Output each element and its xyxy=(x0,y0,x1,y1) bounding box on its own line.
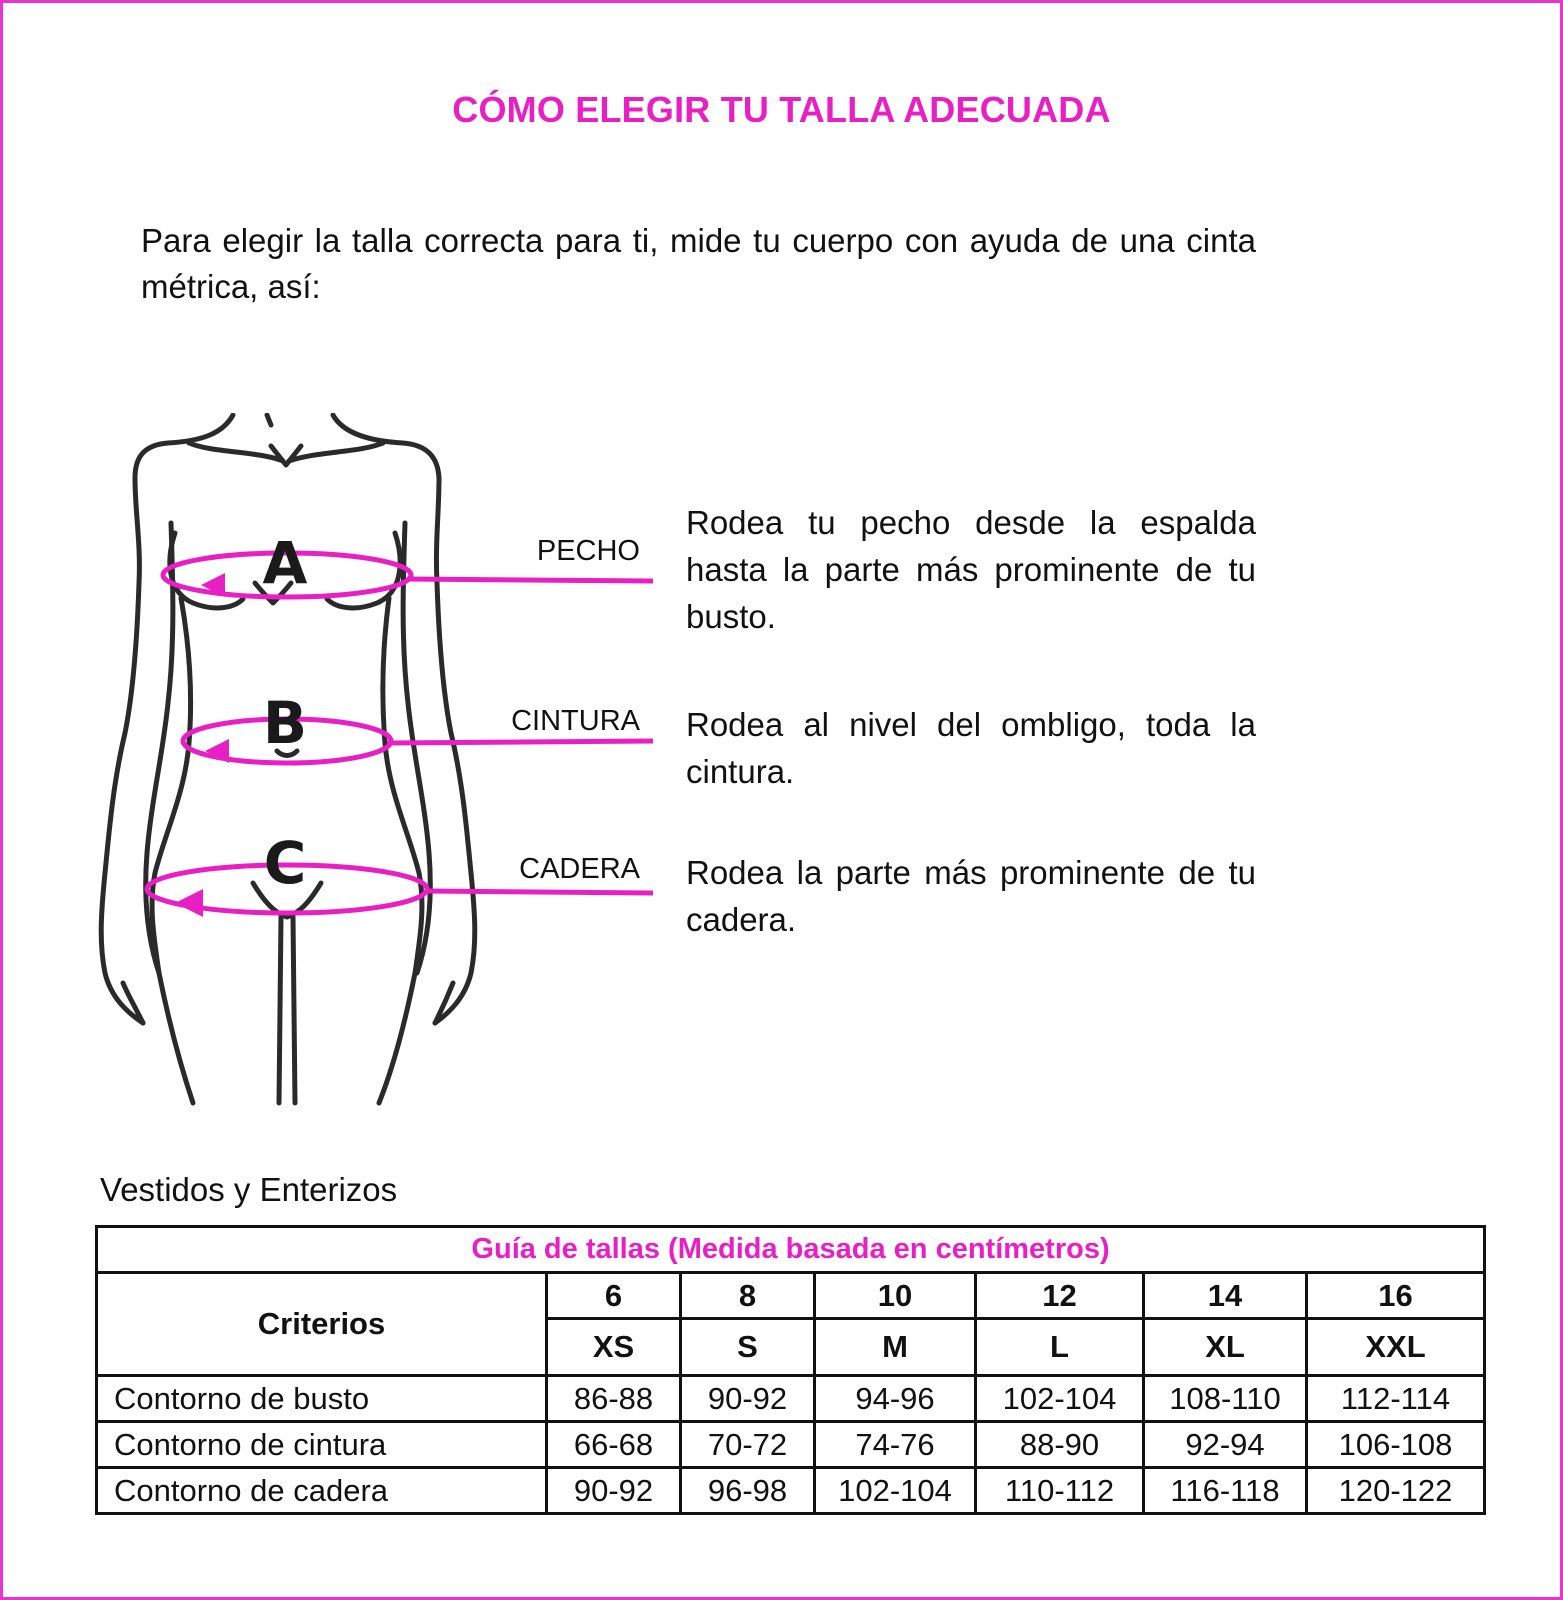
table-cell: 74-76 xyxy=(815,1422,976,1468)
table-cell: 116-118 xyxy=(1144,1468,1307,1514)
row-label: Contorno de cintura xyxy=(97,1422,547,1468)
table-cell: 88-90 xyxy=(976,1422,1144,1468)
intro-text: Para elegir la talla correcta para ti, mide tu cuerpo con ayuda de una cinta métrica, así: xyxy=(141,222,1256,305)
desc-cintura: Rodea al nivel del ombligo, toda la cintura. xyxy=(686,706,1256,790)
table-cell: 102-104 xyxy=(815,1468,976,1514)
table-cell: 108-110 xyxy=(1144,1376,1307,1422)
table-cell: 96-98 xyxy=(681,1468,815,1514)
hip-arrow-icon xyxy=(175,889,203,917)
body-measurement-figure xyxy=(93,413,653,1113)
desc-pecho: Rodea tu pecho desde la espalda hasta la parte más prominente de tu busto. xyxy=(686,504,1256,635)
letter-c: C xyxy=(263,829,307,897)
body-outline-illustration xyxy=(93,413,653,1113)
body-outline xyxy=(101,415,475,1103)
table-row xyxy=(97,1422,1485,1468)
size-letter-header: S xyxy=(681,1319,815,1376)
label-cintura: CINTURA xyxy=(511,705,640,737)
criteria-header: Criterios xyxy=(97,1273,547,1376)
table-cell: 86-88 xyxy=(547,1376,681,1422)
table-row xyxy=(97,1376,1485,1422)
size-number-header: 8 xyxy=(681,1273,815,1319)
table-cell: 112-114 xyxy=(1307,1376,1485,1422)
table-cell: 90-92 xyxy=(547,1468,681,1514)
table-cell: 66-68 xyxy=(547,1422,681,1468)
size-table xyxy=(95,1225,1486,1515)
size-letter-header: XXL xyxy=(1307,1319,1485,1376)
row-label: Contorno de busto xyxy=(97,1376,547,1422)
table-cell: 94-96 xyxy=(815,1376,976,1422)
table-cell: 106-108 xyxy=(1307,1422,1485,1468)
desc-cadera: Rodea la parte más prominente de tu cadera. xyxy=(686,854,1256,938)
size-number-header: 10 xyxy=(815,1273,976,1319)
letter-a: A xyxy=(262,529,308,597)
size-number-header: 12 xyxy=(976,1273,1144,1319)
table-cell: 70-72 xyxy=(681,1422,815,1468)
page-title: CÓMO ELEGIR TU TALLA ADECUADA xyxy=(452,89,1111,130)
size-number-header: 6 xyxy=(547,1273,681,1319)
table-cell: 102-104 xyxy=(976,1376,1144,1422)
letter-b: B xyxy=(262,689,308,757)
size-number-header: 16 xyxy=(1307,1273,1485,1319)
size-letter-header: L xyxy=(976,1319,1144,1376)
label-pecho: PECHO xyxy=(536,535,640,567)
hip-leader-line xyxy=(425,891,653,893)
size-number-header: 14 xyxy=(1144,1273,1307,1319)
table-cell: 120-122 xyxy=(1307,1468,1485,1514)
table-row xyxy=(97,1468,1485,1514)
size-letter-header: XL xyxy=(1144,1319,1307,1376)
waist-leader-line xyxy=(387,741,653,743)
size-letter-header: XS xyxy=(547,1319,681,1376)
chest-leader-line xyxy=(407,579,653,581)
row-label: Contorno de cadera xyxy=(97,1468,547,1514)
table-cell: 110-112 xyxy=(976,1468,1144,1514)
table-cell: 92-94 xyxy=(1144,1422,1307,1468)
size-letter-header: M xyxy=(815,1319,976,1376)
table-subtitle: Vestidos y Enterizos xyxy=(100,1171,398,1208)
label-cadera: CADERA xyxy=(519,853,640,885)
table-cell: 90-92 xyxy=(681,1376,815,1422)
table-title: Guía de tallas (Medida basada en centímetros) xyxy=(97,1227,1485,1273)
